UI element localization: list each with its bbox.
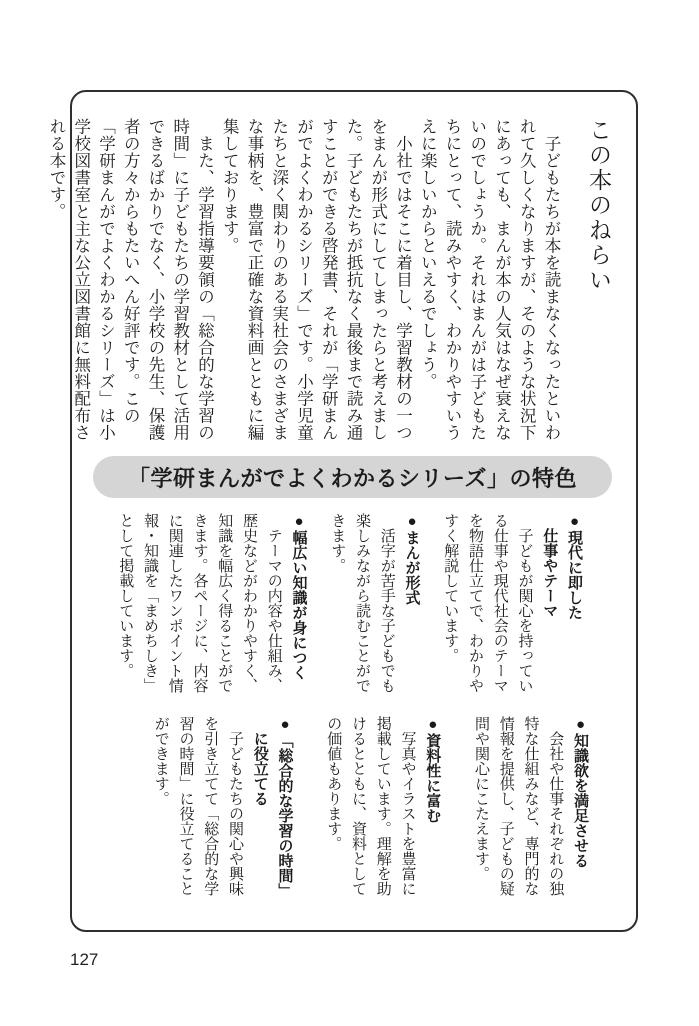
feature-satisfy-curiosity [468, 716, 592, 904]
feature-broad-knowledge-heading: ●幅広い知識が身につく [290, 513, 308, 680]
feature-modern-themes-heading: ●現代に即した [566, 513, 583, 620]
feature-manga-format-heading: ●まんが形式 [403, 513, 421, 605]
intro-paragraph-3: また、学習指導要領の「総合的な学習の時間」に子どもたちの学習教材として活用できるばかりでなく、小学校の先生、保護者の方々からもたいへん好評です。この「学研まんがでよくわかるシリーズ」は小学校図書室と主な公立図書館に無料配布される本です。 [46, 118, 215, 441]
intro-paragraph-2: 小社ではそこに着目し、学習教材の一つをまんが形式にしてしまったらと考えました。子どもたちが抵抗なく最後まで読み通すことができる啓発書、それが「学研まんがでよくわかるシリーズ」です。小学児童たちと深く関わりのある実社会のさまざまな事柄を、豊富で正確な資料画とともに編集しております。 [220, 118, 413, 441]
series-features-banner [93, 456, 612, 498]
feature-modern-themes [438, 513, 587, 701]
intro-paragraph-1: 子どもたちが本を読まなくなったといわれて久しくなりますが、そのような状況下にあっても、まんが本の人気はなぜ衰えないのでしょうか。それはまんがは子どもたちにとって、読みやすく、わかりやすいうえに楽しいからといえるでしょう。 [418, 118, 561, 441]
feature-satisfy-curiosity-body: 会社や仕事それぞれの独特な仕組みなど、専門的な情報を提供し、子どもの疑問や関心にこたえます。 [473, 716, 564, 896]
feature-broad-knowledge [113, 513, 311, 701]
feature-rich-materials-body: 写真やイラストを豊富に掲載しています。理解を助けるとともに、資料としての価値もあります。 [325, 716, 416, 896]
features-band-1 [86, 513, 586, 701]
feature-modern-themes-subheading: 仕事やテーマ [541, 528, 559, 618]
feature-manga-format-body: 活字が苦手な子どもでも楽しみながら読むことができます。 [329, 513, 395, 693]
feature-integrated-study-subheading: に役立てる [251, 731, 269, 806]
series-features-banner-title: 「学研まんがでよくわかるシリーズ」の特色 [128, 465, 577, 491]
feature-broad-knowledge-body: テーマの内容や仕組み、歴史などがわかりやすく、知識を幅広く得ることができます。各ページに、内容に関連したワンポイント情報・知識を「まめちしき」として掲載しています。 [117, 513, 282, 693]
feature-integrated-study-body: 子どもたちの関心や興味を引き立てて「総合的な学習の時間」に役立てることができます。 [152, 716, 243, 896]
feature-manga-format [325, 513, 424, 701]
intro-title: この本のねらい [586, 118, 611, 293]
feature-integrated-study [148, 716, 297, 904]
feature-rich-materials [321, 716, 445, 904]
features-band-2 [86, 716, 592, 904]
feature-satisfy-curiosity-heading: ●知識欲を満足させる [572, 716, 589, 868]
feature-integrated-study-heading: ●「総合的な学習の時間」 [276, 716, 294, 898]
page-border-box [46, 90, 638, 932]
feature-modern-themes-body: 子どもが関心を持っている仕事や現代社会のテーマを物語仕立てで、わかりやすく解説しています。 [442, 513, 533, 693]
feature-rich-materials-heading: ●資料性に富む [424, 716, 442, 823]
page-number: 127 [70, 950, 99, 969]
intro-section [46, 92, 614, 448]
